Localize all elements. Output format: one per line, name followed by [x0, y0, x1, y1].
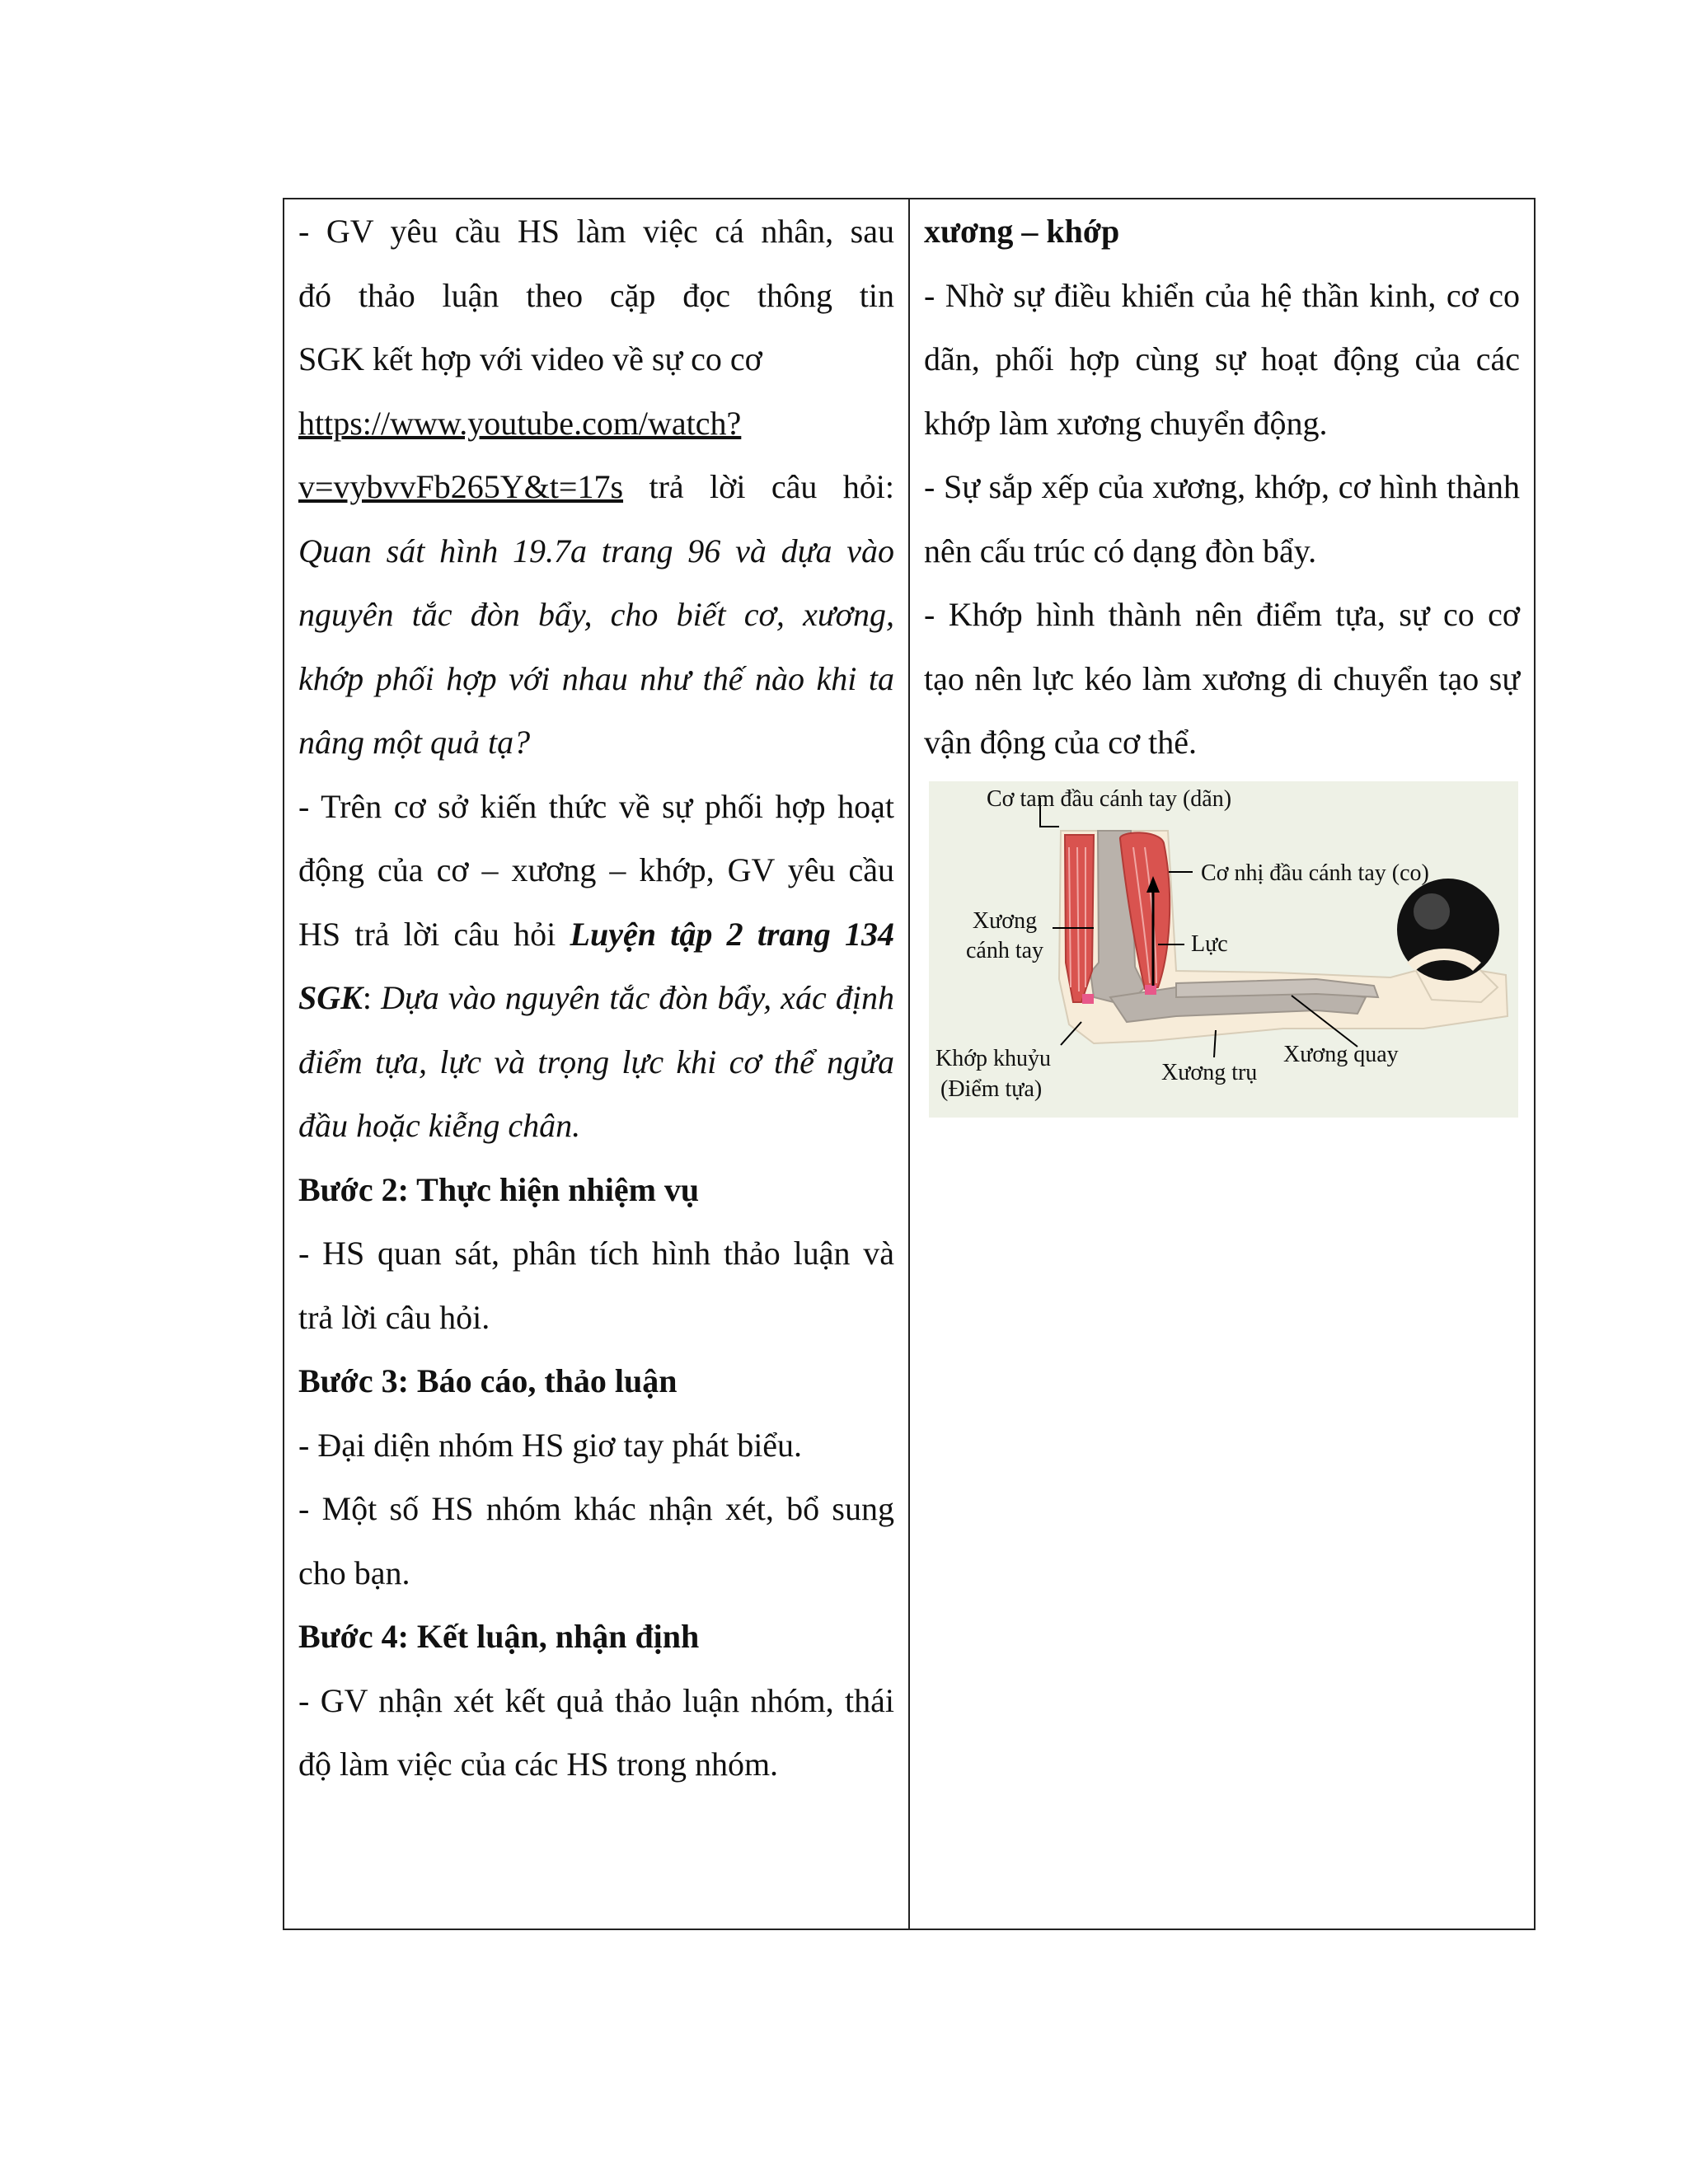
practice-reference: Luyện tập 2 trang 134 SGK: [298, 915, 894, 1016]
practice-text: [298, 775, 894, 1158]
video-link-part-1[interactable]: https://www.youtube.com/watch?: [298, 404, 742, 442]
intro-text-line-2: đó thảo luận theo cặp đọc thông tin: [298, 276, 894, 314]
label-elbow-1: Khớp khuỷu: [935, 1045, 1052, 1071]
practice-colon: :: [362, 979, 382, 1016]
conclusion-text-3: - Khớp hình thành nên điểm tựa, sự co cơ tạo nên lực kéo làm xương di chuyển tạo sự vận động của cơ thể.: [924, 596, 1520, 761]
question-text: Quan sát hình 19.7a trang 96 và dựa vào nguyên tắc đòn bẩy, cho biết cơ, xương, khớp phối hợp với nhau như thế nào khi ta nâng một quả tạ?: [298, 532, 894, 761]
label-elbow-2: (Điểm tựa): [940, 1076, 1043, 1102]
conclusion-text-2: - Sự sắp xếp của xương, khớp, cơ hình thành nên cấu trúc có dạng đòn bẩy.: [924, 468, 1520, 569]
lesson-table: [283, 198, 1536, 1930]
intro-text-line-3: SGK kết hợp với video về sự co cơ: [298, 340, 762, 377]
conclusion-text-1: - Nhờ sự điều khiển của hệ thần kinh, cơ co dãn, phối hợp cùng sự hoạt động của các khớp làm xương chuyển động.: [924, 276, 1520, 442]
biceps-tendon: [1145, 985, 1156, 995]
video-link-part-2[interactable]: v=vybvvFb265Y&t=17s: [298, 468, 624, 505]
intro-text-line-1: - GV yêu cầu HS làm việc cá nhân, sau: [298, 213, 894, 250]
label-humerus-1: Xương: [972, 907, 1038, 934]
label-humerus-2: cánh tay: [965, 937, 1044, 963]
video-link-line-2: [298, 455, 894, 519]
triceps-tendon: [1082, 994, 1094, 1004]
table-row: [284, 199, 1535, 1929]
label-radius: Xương quay: [1283, 1041, 1399, 1067]
activity-column: [284, 199, 909, 1929]
label-force: Lực: [1191, 930, 1228, 957]
step-3-text-2: - Một số HS nhóm khác nhận xét, bổ sung cho bạn.: [298, 1490, 894, 1591]
label-ulna: Xương trụ: [1161, 1059, 1258, 1085]
video-link-line-1: [298, 391, 894, 456]
step-2-text: - HS quan sát, phân tích hình thảo luận và trả lời câu hỏi.: [298, 1235, 894, 1336]
step-2-heading: Bước 2: Thực hiện nhiệm vụ: [298, 1170, 700, 1208]
step-4-heading: Bước 4: Kết luận, nhận định: [298, 1618, 700, 1655]
step-4-text: - GV nhận xét kết quả thảo luận nhóm, thái độ làm việc của các HS trong nhóm.: [298, 1681, 894, 1783]
arm-lever-figure: [929, 781, 1518, 1118]
label-biceps: Cơ nhị đầu cánh tay (co): [1201, 860, 1429, 886]
practice-question: Dựa vào nguyên tắc đòn bẩy, xác định điểm tựa, lực và trọng lực khi cơ thể ngửa đầu hoặc kiễng chân.: [298, 979, 894, 1144]
after-link-text: trả lời câu hỏi:: [623, 468, 894, 505]
practice-prefix: - Trên cơ sở kiến thức về sự phối hợp hoạt động của cơ – xương – khớp, GV yêu cầu HS trả lời câu hỏi: [298, 787, 894, 953]
content-column: [909, 199, 1535, 1929]
section-heading: xương – khớp: [924, 213, 1120, 250]
label-triceps: Cơ tam đầu cánh tay (dãn): [987, 785, 1232, 812]
step-3-heading: Bước 3: Báo cáo, thảo luận: [298, 1362, 678, 1399]
step-3-text-1: - Đại diện nhóm HS giơ tay phát biểu.: [298, 1426, 803, 1464]
